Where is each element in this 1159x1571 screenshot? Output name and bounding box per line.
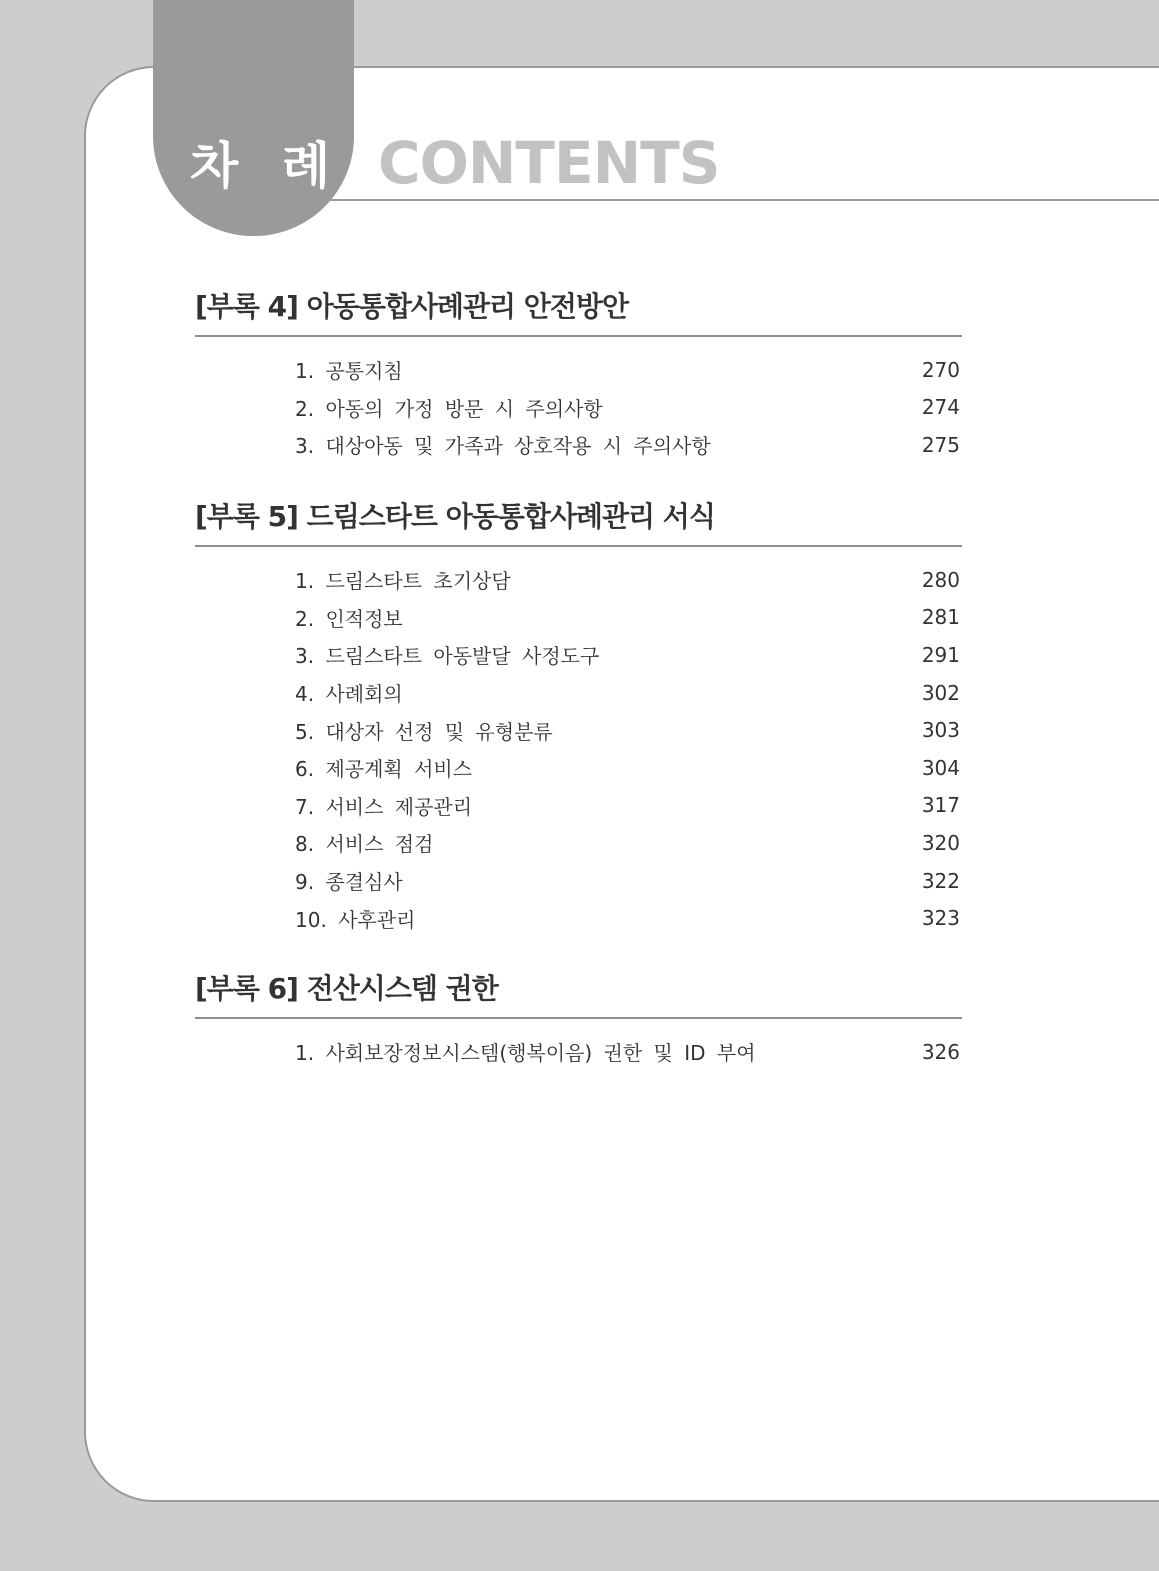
toc-entry[interactable] (195, 749, 962, 787)
toc-entry-label: 2. 아동의 가정 방문 시 주의사항 (295, 396, 603, 421)
toc-entry[interactable] (195, 711, 962, 749)
toc-entry[interactable] (195, 389, 962, 427)
toc-entry-label: 6. 제공계획 서비스 (295, 757, 473, 782)
toc-entry-page: 270 (921, 357, 960, 382)
header-divider (330, 199, 1159, 201)
toc-entry-page: 280 (921, 567, 960, 592)
toc-entry-list (195, 1033, 962, 1071)
toc-entry[interactable] (195, 899, 962, 937)
toc-entry[interactable] (195, 426, 962, 464)
toc-entry-label: 1. 사회보장정보시스템(행복이음) 권한 및 ID 부여 (295, 1041, 756, 1066)
title-char-2: 례 (281, 137, 330, 195)
header-tab (153, 0, 354, 236)
toc-entry-label: 3. 대상아동 및 가족과 상호작용 시 주의사항 (295, 434, 711, 459)
toc-entry-label: 4. 사례회의 (295, 682, 403, 707)
toc-entry-page: 281 (921, 605, 960, 630)
toc-entry-page: 326 (921, 1039, 960, 1064)
toc-entry-list (195, 351, 962, 464)
toc-entry-page: 274 (921, 395, 960, 420)
toc-entry[interactable] (195, 674, 962, 712)
toc-entry-page: 275 (921, 432, 960, 457)
toc-entry[interactable] (195, 824, 962, 862)
toc-entry-label: 9. 종결심사 (295, 870, 403, 895)
toc-section-appendix-4 (195, 287, 962, 464)
toc-entry[interactable] (195, 351, 962, 389)
toc-entry[interactable] (195, 561, 962, 599)
toc-entry[interactable] (195, 1033, 962, 1071)
toc-entry-page: 317 (921, 793, 960, 818)
toc-entry[interactable] (195, 599, 962, 637)
toc-entry-page: 303 (921, 718, 960, 743)
toc-entry-page: 304 (921, 755, 960, 780)
toc-entry-label: 8. 서비스 점검 (295, 832, 434, 857)
toc-entry-label: 7. 서비스 제공관리 (295, 794, 473, 819)
section-divider (195, 335, 962, 337)
section-title: [부록 6] 전산시스템 권한 (195, 972, 498, 1005)
toc-entry-page: 322 (921, 868, 960, 893)
toc-entry-label: 10. 사후관리 (295, 907, 416, 932)
toc-entry[interactable] (195, 636, 962, 674)
toc-section-appendix-6 (195, 969, 962, 1071)
page-title-english: CONTENTS (378, 129, 720, 197)
toc-entry-label: 1. 공통지침 (295, 359, 403, 384)
title-char-1: 차 (190, 137, 239, 195)
toc-entry-label: 1. 드림스타트 초기상담 (295, 569, 511, 594)
toc-entry-page: 291 (921, 642, 960, 667)
section-divider (195, 545, 962, 547)
section-divider (195, 1017, 962, 1019)
toc-entry-label: 2. 인적정보 (295, 606, 403, 631)
toc-section-appendix-5 (195, 497, 962, 937)
toc-entry[interactable] (195, 787, 962, 825)
toc-entry-label: 3. 드림스타트 아동발달 사정도구 (295, 644, 600, 669)
toc-entry-label: 5. 대상자 선정 및 유형분류 (295, 719, 553, 744)
toc-entry-page: 302 (921, 680, 960, 705)
page-title-korean (190, 130, 330, 194)
toc-entry-page: 320 (921, 830, 960, 855)
toc-entry-list (195, 561, 962, 937)
section-title: [부록 4] 아동통합사례관리 안전방안 (195, 290, 628, 323)
section-title: [부록 5] 드림스타트 아동통합사례관리 서식 (195, 500, 715, 533)
toc-entry[interactable] (195, 862, 962, 900)
toc-entry-page: 323 (921, 906, 960, 931)
